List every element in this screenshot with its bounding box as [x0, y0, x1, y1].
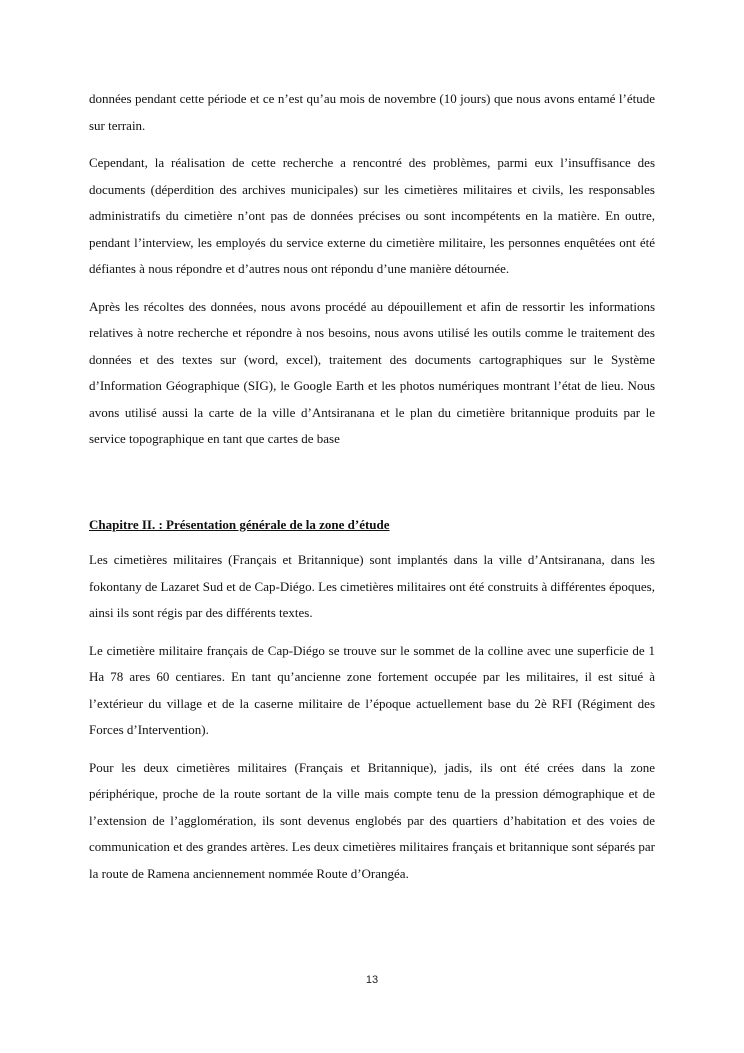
paragraph-french-cemetery: Le cimetière militaire français de Cap-Diégo se trouve sur le sommet de la colline avec une superficie de 1 Ha 78 ares 60 centiares. En tant qu’ancienne zone fortement occupée par les militaires, il est situé à l’extérieur du village et de la caserne militaire de l’époque actuellement base du 2è RFI (Régiment des Forces d’Intervention). [89, 642, 655, 737]
paragraph-cemetery-location: Les cimetières militaires (Français et Britannique) sont implantés dans la ville d’Antsiranana, dans les fokontany de Lazaret Sud et de Cap-Diégo. Les cimetières militaires ont été construits à différentes époques, ainsi ils sont régis par des différents textes. [89, 552, 655, 620]
document-body [89, 86, 655, 898]
section-spacer [89, 464, 655, 512]
paragraph-research-problems: Cependant, la réalisation de cette recherche a rencontré des problèmes, parmi eux l’insuffisance des documents (déperdition des archives municipales) sur les cimetières militaires et civils, les responsables administratifs du cimetière n’ont pas de données précises ou sont incompétents en la matière. En outre, pendant l’interview, les employés du service externe du cimetière militaire, les personnes enquêtées ont été défiantes à nous répondre et d’autres nous ont répondu d’une manière détournée. [89, 155, 655, 276]
paragraph-cemetery-history: Pour les deux cimetières militaires (Français et Britannique), jadis, ils ont été crées dans la zone périphérique, proche de la route sortant de la ville mais compte tenu de la pression démographique et de l’extension de l’agglomération, ils sont devenus englobés par des quartiers d’habitation et des voies de communication et des grandes artères. Les deux cimetières militaires français et britannique sont séparés par la route de Ramena anciennement nommée Route d’Orangéa. [89, 759, 655, 881]
chapter-title: Chapitre II. : Présentation générale de la zone d’étude [89, 516, 390, 532]
page-number: 13 [365, 974, 379, 986]
paragraph-research-period: données pendant cette période et ce n’est qu’au mois de novembre (10 jours) que nous avons entamé l’étude sur terrain. [89, 91, 655, 133]
paragraph-data-processing: Après les récoltes des données, nous avons procédé au dépouillement et afin de ressortir les informations relatives à notre recherche et répondre à nos besoins, nous avons utilisé les outils comme le traitement des données et des textes sur (word, excel), traitement des documents cartographiques sur le Système d’Information Géographique (SIG), le Google Earth et les photos numériques montrant l’état de lieu. Nous avons utilisé aussi la carte de la ville d’Antsiranana et le plan du cimetière britannique produits par le service topographique en tant que cartes de base [89, 298, 655, 446]
